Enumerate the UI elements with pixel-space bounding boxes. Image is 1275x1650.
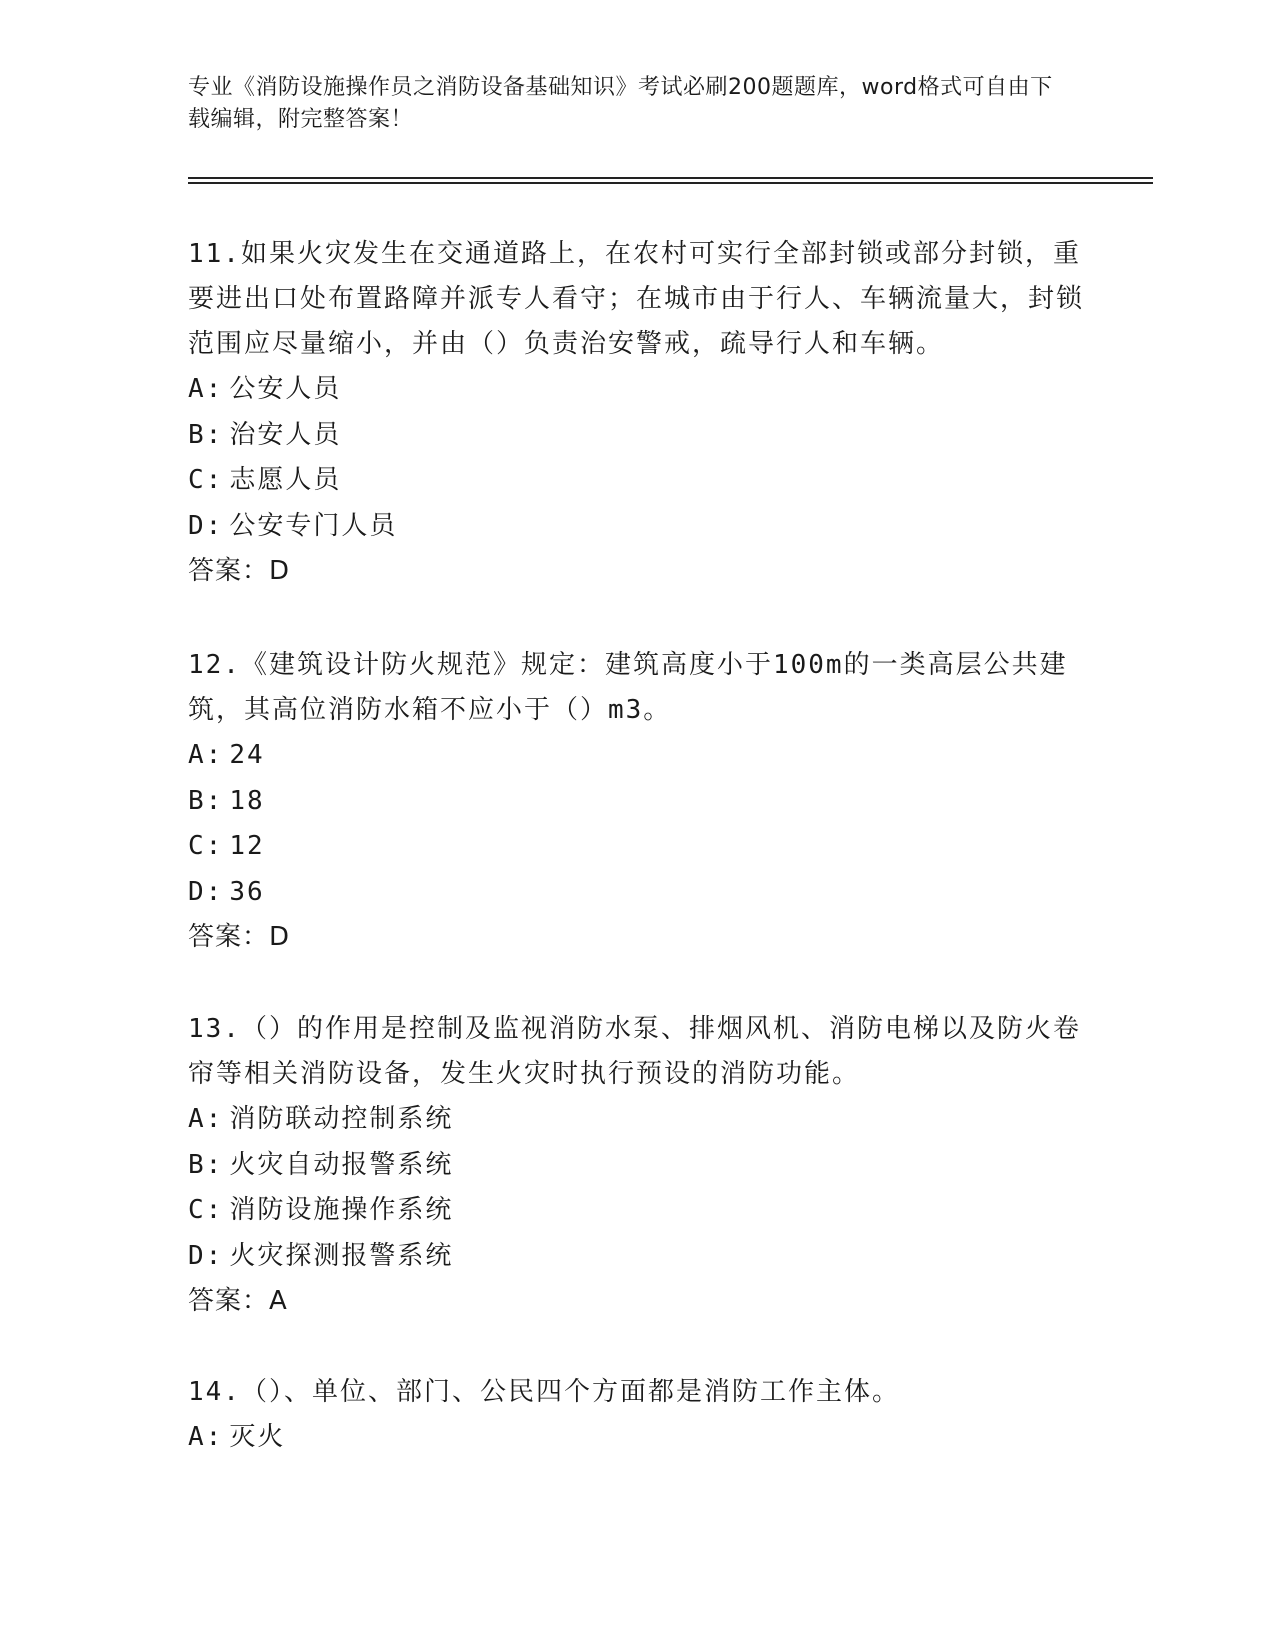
option-d: D: 火灾探测报警系统 xyxy=(188,1234,1088,1280)
option-b: B: 18 xyxy=(188,779,1088,825)
option-text: 火灾自动报警系统 xyxy=(229,1149,454,1180)
option-b: B: 火灾自动报警系统 xyxy=(188,1143,1088,1189)
answer-line: 答案：D xyxy=(188,556,291,586)
question-text: 14.（）、单位、部门、公民四个方面都是消防工作主体。 xyxy=(188,1377,900,1407)
option-text: 18 xyxy=(229,785,265,816)
option-key: D xyxy=(188,1240,206,1271)
document-header xyxy=(188,72,1068,136)
question-text: 13.（）的作用是控制及监视消防水泵、排烟风机、消防电梯以及防火卷帘等相关消防设备，发生火灾时执行预设的消防功能。 xyxy=(188,1014,1081,1089)
header-rule-top xyxy=(188,177,1153,179)
option-a: A: 消防联动控制系统 xyxy=(188,1097,1088,1143)
option-text: 消防设施操作系统 xyxy=(229,1195,454,1225)
option-b: B: 治安人员 xyxy=(188,413,1088,459)
option-key: D xyxy=(188,876,206,907)
option-a: A: 公安人员 xyxy=(188,367,1088,413)
option-c: C: 消防设施操作系统 xyxy=(188,1188,1088,1234)
question-12 xyxy=(188,643,1088,961)
answer-line: 答案：A xyxy=(188,1286,288,1316)
option-key: C xyxy=(188,831,206,861)
option-text: 公安专门人员 xyxy=(229,510,398,541)
question-text: 12.《建筑设计防火规范》规定：建筑高度小于100m的一类高层公共建筑，其高位消防水箱不应小于（）m3。 xyxy=(188,650,1068,725)
option-text: 12 xyxy=(229,831,265,861)
option-key: A xyxy=(188,374,206,404)
option-text: 消防联动控制系统 xyxy=(229,1104,454,1134)
option-a: A: 灭火 xyxy=(188,1415,1088,1461)
question-14 xyxy=(188,1370,1088,1461)
option-text: 36 xyxy=(229,876,265,907)
option-c: C: 志愿人员 xyxy=(188,458,1088,504)
answer-line: 答案：D xyxy=(188,922,291,952)
option-text: 公安人员 xyxy=(229,374,342,404)
option-key: B xyxy=(188,1149,206,1180)
header-text: 专业《消防设施操作员之消防设备基础知识》考试必刷200题题库，word格式可自由下载编辑，附完整答案！ xyxy=(188,75,1053,132)
option-text: 火灾探测报警系统 xyxy=(229,1240,454,1271)
option-a: A: 24 xyxy=(188,733,1088,779)
option-text: 治安人员 xyxy=(229,419,342,450)
option-key: A xyxy=(188,1422,206,1452)
option-key: B xyxy=(188,419,206,450)
option-d: D: 公安专门人员 xyxy=(188,504,1088,550)
option-text: 志愿人员 xyxy=(229,465,342,495)
option-key: A xyxy=(188,740,206,770)
option-key: C xyxy=(188,465,206,495)
header-rule-bottom xyxy=(188,182,1153,184)
option-key: A xyxy=(188,1104,206,1134)
option-key: B xyxy=(188,785,206,816)
option-key: D xyxy=(188,510,206,541)
option-text: 灭火 xyxy=(229,1422,286,1452)
option-d: D: 36 xyxy=(188,870,1088,916)
question-11 xyxy=(188,232,1088,595)
question-text: 11.如果火灾发生在交通道路上，在农村可实行全部封锁或部分封锁，重要进出口处布置路障并派专人看守；在城市由于行人、车辆流量大，封锁范围应尽量缩小，并由（）负责治安警戒，疏导行人和车辆。 xyxy=(188,239,1085,359)
option-text: 24 xyxy=(229,740,265,770)
option-key: C xyxy=(188,1195,206,1225)
question-13 xyxy=(188,1007,1088,1325)
option-c: C: 12 xyxy=(188,824,1088,870)
